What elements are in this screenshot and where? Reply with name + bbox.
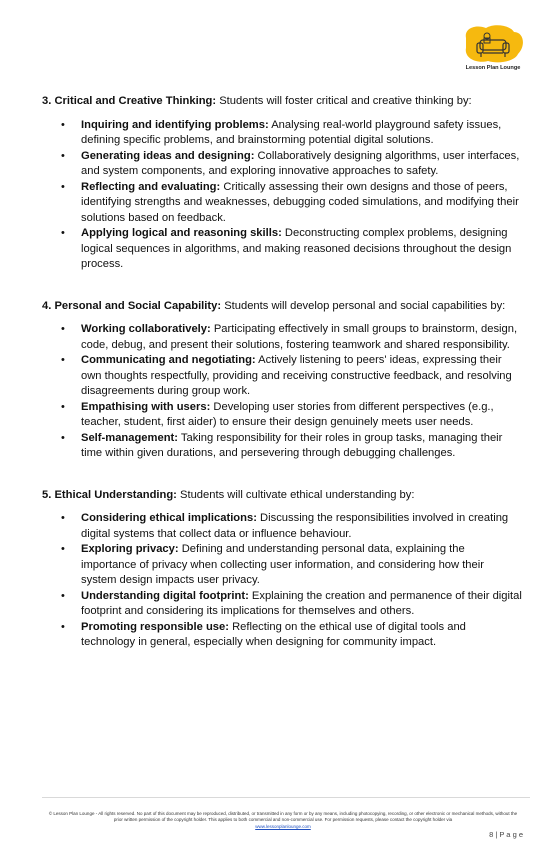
item-term: Working collaboratively: <box>81 323 211 335</box>
section-number: 4. <box>42 299 52 312</box>
section <box>42 94 522 273</box>
bullet-list <box>42 511 522 651</box>
item-term: Generating ideas and designing: <box>81 149 255 162</box>
list-item <box>42 400 522 431</box>
section-heading <box>42 299 522 315</box>
bullet-icon: • <box>61 543 65 555</box>
bullet-icon: • <box>61 149 65 162</box>
item-term: Promoting responsible use: <box>81 620 229 633</box>
bullet-icon: • <box>61 400 65 413</box>
item-text: Explaining the creation and permanence of their digital footprint and considering its implications for themselves and others. <box>81 589 522 617</box>
item-term: Exploring privacy: <box>81 543 179 555</box>
item-text: Taking responsibility for their roles in group tasks, managing their time within given durations, and persevering through debugging challenges. <box>81 431 503 459</box>
item-text: Reflecting on the ethical use of digital tools and technology in general, especially when designing for community impact. <box>81 620 466 648</box>
section-title-text: Critical and Creative Thinking: <box>54 95 217 107</box>
page-number-value: 8 <box>489 830 494 839</box>
bullet-icon: • <box>61 227 65 239</box>
bullet-icon: • <box>61 354 65 366</box>
bullet-icon: • <box>61 323 65 335</box>
item-term: Inquiring and identifying problems: <box>81 118 269 131</box>
bullet-icon: • <box>61 118 65 131</box>
list-item <box>42 589 522 620</box>
section-number: 5. <box>42 488 52 501</box>
section-heading <box>42 488 522 504</box>
section-number: 3. <box>42 95 52 107</box>
section-title-text: Personal and Social Capability: <box>54 299 222 312</box>
list-item <box>42 118 522 149</box>
item-term: Understanding digital footprint: <box>81 589 249 602</box>
item-term: Reflecting and evaluating: <box>81 180 221 193</box>
bullet-list <box>42 118 522 273</box>
logo-text: Lesson Plan Lounge <box>465 65 521 71</box>
page-number <box>489 830 523 839</box>
item-text: Collaboratively designing algorithms, user interfaces, and system components, and exploring innovative approaches to safety. <box>81 149 520 177</box>
section-title <box>42 95 216 107</box>
list-item <box>42 149 522 180</box>
logo-couch-icon <box>458 24 528 66</box>
item-text: Participating effectively in small groups to brainstorm, design, code, debug, and present their solutions, fostering teamwork and shared responsibility. <box>81 323 518 351</box>
page-number-label: | P a g e <box>495 830 523 839</box>
item-term: Applying logical and reasoning skills: <box>81 227 282 239</box>
section-title-text: Ethical Understanding: <box>54 488 177 501</box>
logo <box>458 24 528 76</box>
bullet-icon: • <box>61 589 65 602</box>
list-item <box>42 542 522 589</box>
section-title <box>42 489 177 501</box>
item-text: Defining and understanding personal data, explaining the importance of privacy when collecting user information, and considering how their system design impacts user privacy. <box>81 543 484 586</box>
item-term: Considering ethical implications: <box>81 512 257 524</box>
section-title <box>42 300 221 312</box>
bullet-icon: • <box>61 620 65 633</box>
section <box>42 488 522 651</box>
document-body <box>42 94 522 651</box>
list-item <box>42 511 522 542</box>
footer-website-link[interactable]: www.lessonplanlounge.com <box>255 823 311 829</box>
section-intro: Students will cultivate ethical understanding by: <box>180 488 415 501</box>
list-item <box>42 180 522 227</box>
footer-copyright-text: © Lesson Plan Lounge - All rights reserved. No part of this document may be reproduced, distributed, or transmitted in any form or by any means, including photocopying, recording, or other electronic or mechanical methods, without the prior written permission of the copyright holder. This applies to both commercial and non-commercial use. For permission requests, please contact the copyright holder via <box>48 811 518 823</box>
footer-copyright <box>44 811 522 830</box>
item-term: Empathising with users: <box>81 400 211 413</box>
bullet-list <box>42 322 522 462</box>
bullet-icon: • <box>61 431 65 444</box>
section-heading <box>42 94 522 110</box>
footer-divider <box>42 797 530 798</box>
list-item <box>42 322 522 353</box>
list-item <box>42 226 522 273</box>
item-text: Deconstructing complex problems, designing logical sequences in algorithms, and making reasoned decisions throughout the design process. <box>81 227 512 270</box>
list-item <box>42 620 522 651</box>
item-text: Actively listening to peers' ideas, expressing their own thoughts respectfully, providing and receiving constructive feedback, and resolving disagreements during group work. <box>81 354 512 397</box>
section-intro: Students will develop personal and social capabilities by: <box>224 299 506 312</box>
item-text: Analysing real-world playground safety issues, defining specific problems, and brainstorming potential digital solutions. <box>81 118 502 146</box>
bullet-icon: • <box>61 512 65 524</box>
bullet-icon: • <box>61 180 65 193</box>
item-text: Critically assessing their own designs and those of peers, identifying strengths and weaknesses, debugging coded simulations, and modifying their solutions based on feedback. <box>81 180 519 224</box>
item-text: Discussing the responsibilities involved in creating digital systems that collect data or influence behaviour. <box>81 512 509 540</box>
section-intro: Students will foster critical and creative thinking by: <box>219 95 472 107</box>
item-term: Self-management: <box>81 431 178 444</box>
section <box>42 299 522 462</box>
item-text: Developing user stories from different perspectives (e.g., teacher, student, first aider) to ensure their design genuinely meets user needs. <box>81 400 494 428</box>
list-item <box>42 431 522 462</box>
list-item <box>42 353 522 400</box>
item-term: Communicating and negotiating: <box>81 354 256 366</box>
